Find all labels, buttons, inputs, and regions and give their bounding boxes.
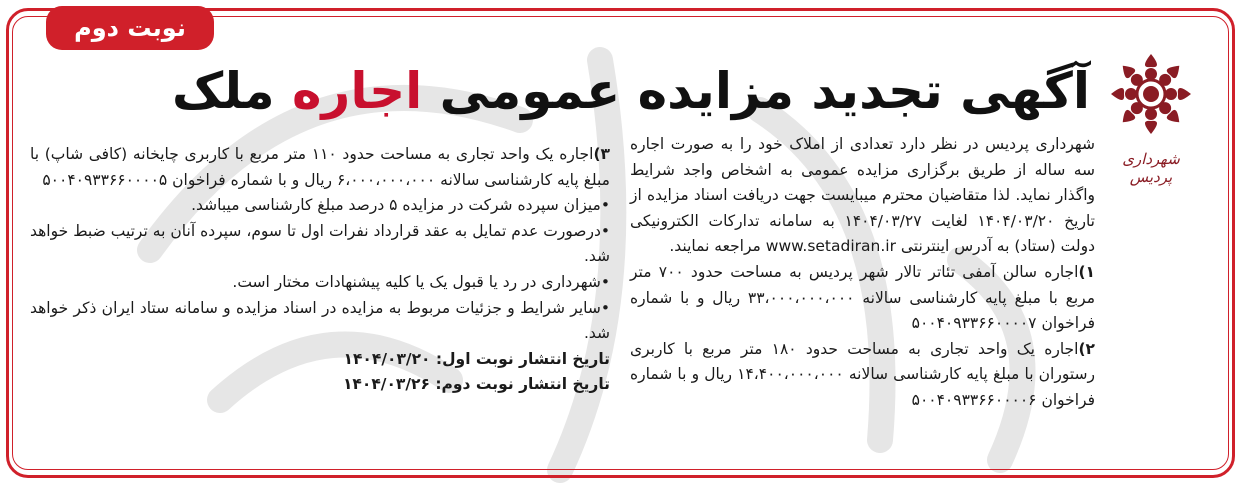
intro-text: شهرداری پردیس در نظر دارد تعدادی از املاک خود را به صورت اجاره سه ساله از طریق برگزاری مزایده عمومی به اشخاص واجد شرایط واگذار نماید. لذا متقاضیان محترم میبایست جهت دریافت اسناد مزایده از تاریخ ۱۴۰۴/۰۳/۲۰ لغایت ۱۴۰۴/۰۳/۲۷ به سامانه تدارکات الکترونیکی دولت (ستاد) به آدرس اینترنتی <box>630 135 1095 256</box>
item-text: اجاره یک واحد تجاری به مساحت حدود ۱۱۰ متر مربع با کاربری چایخانه (کافی شاپ) با مبلغ پایه کارشناسی سالانه ۶،۰۰۰،۰۰۰،۰۰۰ ریال و با شماره فراخوان ۵۰۰۴۰۹۳۳۶۶۰۰۰۰۵ <box>30 145 610 189</box>
logo-caption: شهرداری پردیس <box>1122 150 1180 186</box>
bullet-item: •شهرداری در رد یا قبول یک یا کلیه پیشنهادات مختار است. <box>232 272 610 291</box>
item-number: ۲) <box>1078 339 1095 358</box>
intro-paragraph <box>630 132 1095 260</box>
title-part-1: آگهی تجدید مزایده عمومی <box>422 62 1090 120</box>
edition-badge: نوبت دوم <box>46 6 214 50</box>
second-date-label: تاریخ انتشار نوبت دوم: <box>435 375 610 394</box>
bullet-item: •سایر شرایط و جزئیات مربوط به مزایده در اسناد مزایده و سامانه ستاد ایران ذکر خواهد شد. <box>30 298 610 343</box>
title-part-3: ملک <box>172 62 293 120</box>
first-date-value: ۱۴۰۴/۰۳/۲۰ <box>343 349 431 368</box>
intro-text-end: مراجعه نمایند. <box>669 237 761 256</box>
list-item <box>30 142 610 193</box>
list-item <box>630 260 1095 337</box>
list-item <box>630 337 1095 414</box>
item-number: ۱) <box>1078 262 1095 281</box>
first-date-label: تاریخ انتشار نوبت اول: <box>435 349 610 368</box>
bullet-item: •میزان سپرده شرکت در مزایده ۵ درصد مبلغ کارشناسی میباشد. <box>191 196 610 215</box>
second-publish-date <box>30 372 610 398</box>
title-highlight: اجاره <box>292 62 423 120</box>
left-column <box>30 142 610 398</box>
second-date-value: ۱۴۰۴/۰۳/۲۶ <box>342 375 430 394</box>
setad-url-link[interactable]: www.setadiran.ir <box>765 237 896 256</box>
first-publish-date <box>30 347 610 373</box>
right-column <box>630 132 1095 414</box>
item-number: ۳) <box>593 145 610 163</box>
item-text: اجاره سالن آمفی تئاتر تالار شهر پردیس به مساحت حدود ۷۰۰ متر مربع با مبلغ پایه کارشناسی سالانه ۳۳،۰۰۰،۰۰۰،۰۰۰ ریال و با شماره فراخوان ۵۰۰۴۰۹۳۳۶۶۰۰۰۰۷ <box>630 262 1096 333</box>
item-text: اجاره یک واحد تجاری به مساحت حدود ۱۸۰ متر مربع با کاربری رستوران با مبلغ پایه کارشناسی سالانه ۱۴،۴۰۰،۰۰۰،۰۰۰ ریال و با شماره فراخوان ۵۰۰۴۰۹۳۳۶۶۰۰۰۰۶ <box>630 339 1095 409</box>
bullet-item: •درصورت عدم تمایل به عقد قرارداد نفرات اول تا سوم، سپرده آنان به ترتیب ضبط خواهد شد. <box>30 221 610 266</box>
page-title <box>172 56 1090 126</box>
